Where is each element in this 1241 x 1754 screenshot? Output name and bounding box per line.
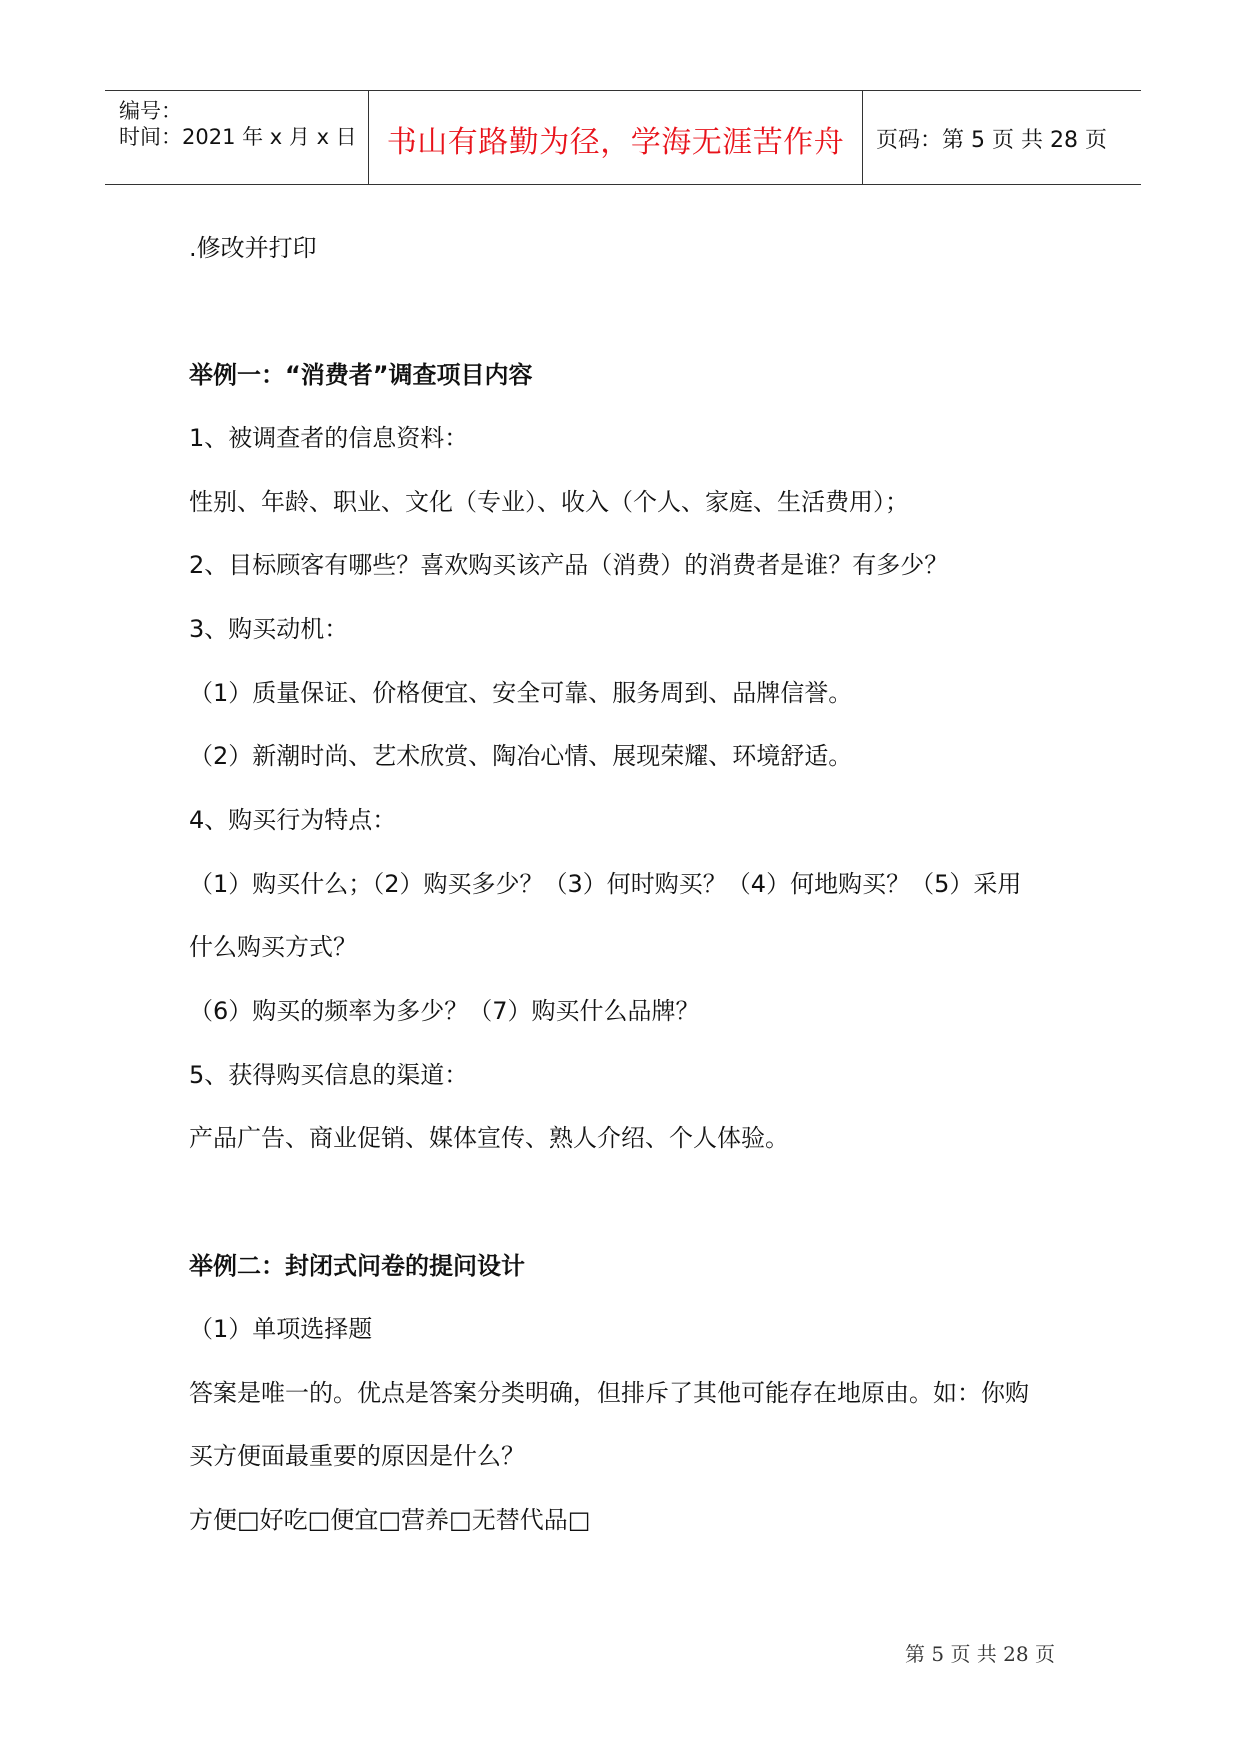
body-line: 1、被调查者的信息资料： <box>189 424 469 452</box>
body-line: 什么购买方式？ <box>189 933 357 961</box>
body-line: .修改并打印 <box>189 234 317 262</box>
body-line: （1）购买什么；（2）购买多少？（3）何时购买？（4）何地购买？（5）采用 <box>189 870 1022 898</box>
section-heading-example-1: 举例一：“消费者”调查项目内容 <box>189 361 533 389</box>
body-line: 5、获得购买信息的渠道： <box>189 1061 469 1089</box>
body-line: 4、购买行为特点： <box>189 806 397 834</box>
page-footer: 第 5 页 共 28 页 <box>905 1642 1055 1666</box>
body-line: （1）单项选择题 <box>189 1315 373 1343</box>
body-line: 答案是唯一的。优点是答案分类明确，但排斥了其他可能存在地原由。如：你购 <box>189 1379 1029 1407</box>
body-line: 产品广告、商业促销、媒体宣传、熟人介绍、个人体验。 <box>189 1124 789 1152</box>
body-line: 2、目标顾客有哪些？喜欢购买该产品（消费）的消费者是谁？有多少？ <box>189 551 949 579</box>
page-header <box>105 90 1141 185</box>
section-heading-example-2: 举例二：封闭式问卷的提问设计 <box>189 1252 525 1280</box>
header-page-cell <box>864 91 1141 184</box>
body-line: （6）购买的频率为多少？（7）购买什么品牌？ <box>189 997 700 1025</box>
checkbox-options-line: 方便□好吃□便宜□营养□无替代品□ <box>189 1506 591 1534</box>
body-line: 3、购买动机： <box>189 615 349 643</box>
header-motto-cell <box>369 91 863 184</box>
document-number-label: 编号： <box>119 99 182 123</box>
body-line: （1）质量保证、价格便宜、安全可靠、服务周到、品牌信誉。 <box>189 679 853 707</box>
body-line: （2）新潮时尚、艺术欣赏、陶冶心情、展现荣耀、环境舒适。 <box>189 742 853 770</box>
body-line: 性别、年龄、职业、文化（专业）、收入（个人、家庭、生活费用）； <box>189 488 909 516</box>
header-motto: 书山有路勤为径，学海无涯苦作舟 <box>386 125 845 160</box>
document-time-label: 时间：2021 年 x 月 x 日 <box>119 125 357 149</box>
header-meta-cell <box>105 91 369 184</box>
body-line: 买方便面最重要的原因是什么？ <box>189 1442 525 1470</box>
header-page-code: 页码：第 5 页 共 28 页 <box>876 128 1107 153</box>
